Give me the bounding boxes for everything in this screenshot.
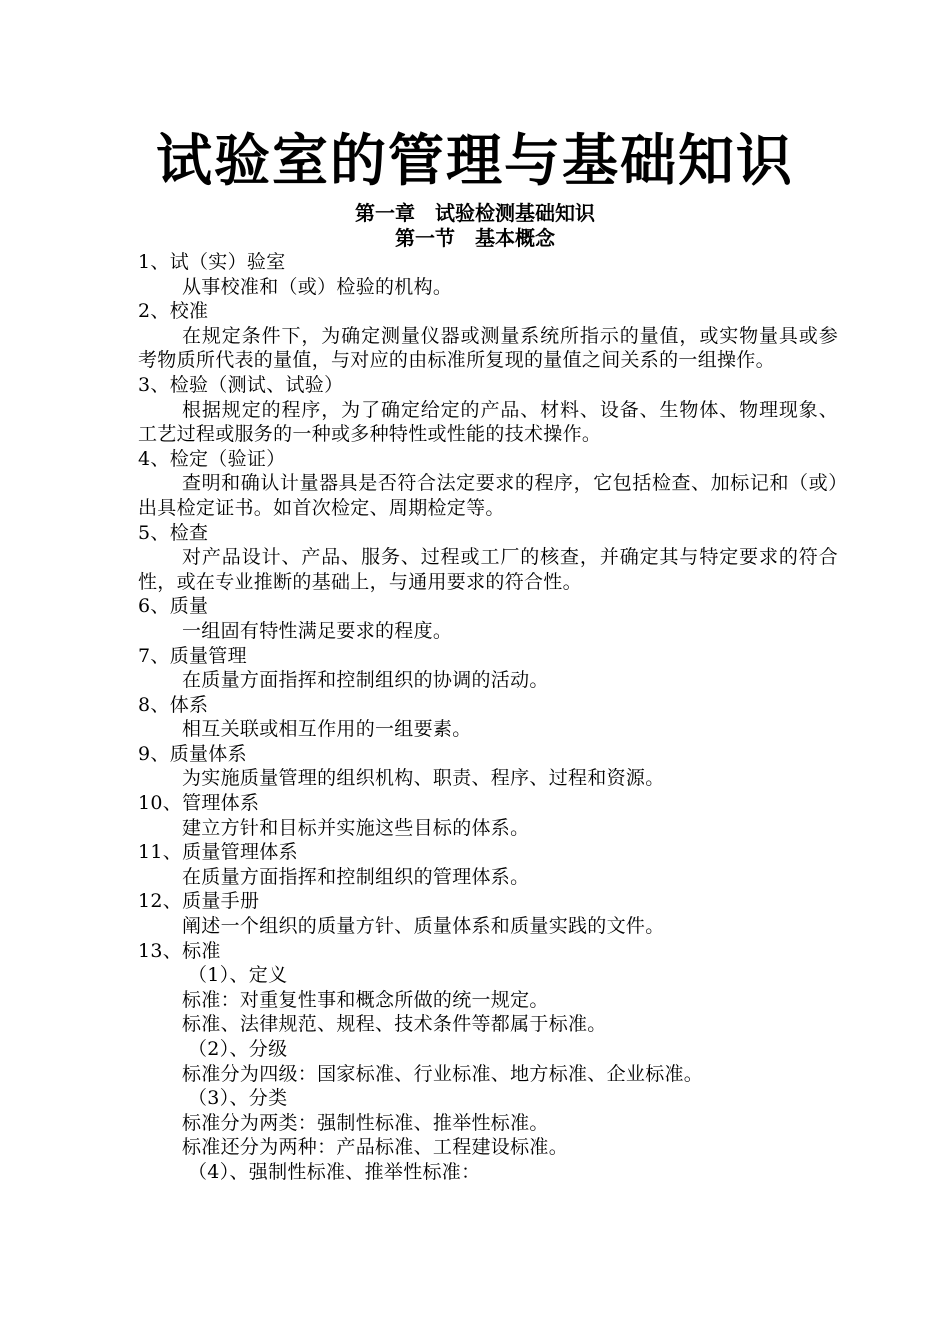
definition-text: 为实施质量管理的组织机构、职责、程序、过程和资源。 [182,767,665,790]
definition-text: 标准：对重复性事和概念所做的统一规定。 [182,988,549,1011]
definition-paragraph: 在规定条件下，为确定测量仪器或测量系统所指示的量值，或实物量具或参考物质所代表的量值，与对应的由标准所复现的量值之间关系的一组操作。 [138,324,838,372]
definition-paragraph: 查明和确认计量器具是否符合法定要求的程序，它包括检查、加标记和（或）出具检定证书。如首次检定、周期检定等。 [138,472,838,519]
term-heading: 5、检查 [138,521,209,544]
subsection-heading: （2）、分级 [188,1038,288,1060]
definition-paragraph: 根据规定的程序，为了确定给定的产品、材料、设备、生物体、物理现象、工艺过程或服务的一种或多种特性或性能的技术操作。 [138,398,838,446]
term-heading: 2、校准 [138,300,209,323]
term-heading: 9、质量体系 [138,742,247,765]
term-heading: 3、检验（测试、试验） [138,373,344,396]
definition-text: 标准还分为两种：产品标准、工程建设标准。 [182,1136,569,1159]
subsection-heading: （3）、分类 [188,1087,288,1110]
section-heading: 第一节 基本概念 [395,226,555,250]
definition-text: 相互关联或相互作用的一组要素。 [182,718,472,741]
definition-text: 从事校准和（或）检验的机构。 [182,275,453,298]
definition-text: 标准、法律规范、规程、技术条件等都属于标准。 [182,1013,607,1036]
definition-text: 标准分为两类：强制性标准、推举性标准。 [182,1111,549,1134]
term-heading: 8、体系 [138,693,209,716]
definition-text: 标准分为四级：国家标准、行业标准、地方标准、企业标准。 [182,1062,704,1085]
definition-paragraph: 对产品设计、产品、服务、过程或工厂的核查，并确定其与特定要求的符合性，或在专业推断的基础上，与通用要求的符合性。 [138,546,838,593]
term-heading: 13、标准 [138,939,221,962]
definition-text: 在质量方面指挥和控制组织的协调的活动。 [182,669,549,692]
term-heading: 1、试（实）验室 [138,251,286,273]
term-heading: 6、质量 [138,595,209,618]
subsection-heading: （1）、定义 [188,964,288,987]
subsection-heading: （4）、强制性标准、推举性标准： [188,1160,481,1183]
term-heading: 11、质量管理体系 [138,841,298,864]
term-heading: 12、质量手册 [138,890,260,913]
document-title: 试验室的管理与基础知识 [156,128,794,194]
term-heading: 7、质量管理 [138,644,247,667]
definition-text: 建立方针和目标并实施这些目标的体系。 [182,816,530,839]
chapter-heading: 第一章 试验检测基础知识 [355,201,595,225]
definition-text: 阐述一个组织的质量方针、质量体系和质量实践的文件。 [182,915,665,938]
term-heading: 4、检定（验证） [138,447,286,470]
definition-text: 一组固有特性满足要求的程度。 [182,619,453,642]
definition-text: 在质量方面指挥和控制组织的管理体系。 [182,865,530,888]
document-body [138,250,838,1185]
term-heading: 10、管理体系 [138,792,260,815]
